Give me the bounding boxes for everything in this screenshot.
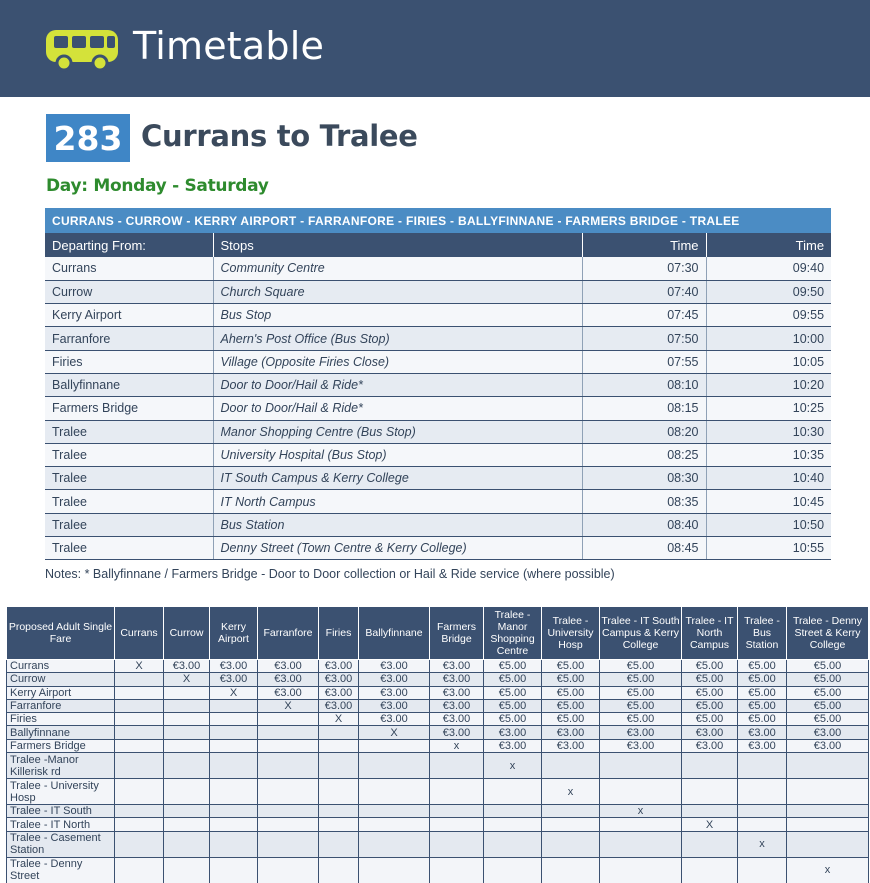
fare-cell: €5.00	[542, 673, 600, 686]
fare-cell: €3.00	[319, 660, 359, 673]
timetable-row	[45, 467, 831, 490]
fare-cell: €3.00	[682, 739, 738, 752]
fare-cell	[115, 726, 164, 739]
fare-row	[7, 739, 869, 752]
fare-cell	[115, 818, 164, 831]
fare-header-cell: Proposed Adult Single Fare	[7, 607, 115, 660]
fare-cell: €5.00	[600, 699, 682, 712]
fare-row	[7, 753, 869, 779]
fare-cell	[430, 753, 484, 779]
timetable-row	[45, 327, 831, 350]
fare-cell	[115, 779, 164, 805]
fare-cell	[359, 805, 430, 818]
fare-cell: x	[600, 805, 682, 818]
fare-cell	[164, 805, 210, 818]
time-1-cell: 07:55	[582, 350, 706, 373]
fare-cell: €5.00	[600, 713, 682, 726]
page-title: Timetable	[133, 24, 325, 68]
page-header	[0, 0, 870, 97]
fare-cell: x	[484, 753, 542, 779]
fare-cell: €3.00	[600, 739, 682, 752]
fare-cell: €3.00	[430, 660, 484, 673]
fare-cell: X	[682, 818, 738, 831]
fare-cell: €3.00	[682, 726, 738, 739]
departing-from-cell: Farranfore	[45, 327, 213, 350]
fare-row-label: Tralee - Denny Street	[7, 857, 115, 883]
fare-cell	[258, 779, 319, 805]
fare-cell: €5.00	[542, 713, 600, 726]
time-2-cell: 10:25	[706, 397, 831, 420]
fare-cell: €3.00	[319, 699, 359, 712]
timetable-row	[45, 373, 831, 396]
fare-cell	[258, 739, 319, 752]
fare-cell	[542, 818, 600, 831]
fare-cell	[210, 739, 258, 752]
time-2-cell: 09:55	[706, 304, 831, 327]
fare-row-label: Currans	[7, 660, 115, 673]
fare-cell	[430, 831, 484, 857]
fare-row-label: Currow	[7, 673, 115, 686]
departing-from-cell: Tralee	[45, 537, 213, 560]
fare-cell: €3.00	[359, 713, 430, 726]
fare-row-label: Tralee - University Hosp	[7, 779, 115, 805]
fare-cell: €5.00	[738, 699, 787, 712]
fare-cell	[210, 831, 258, 857]
fare-cell	[319, 779, 359, 805]
fare-cell: €3.00	[430, 713, 484, 726]
fare-header-cell: Tralee - IT North Campus	[682, 607, 738, 660]
timetable-row	[45, 350, 831, 373]
fare-row-label: Farmers Bridge	[7, 739, 115, 752]
fare-cell	[164, 753, 210, 779]
fare-cell: x	[738, 831, 787, 857]
fare-cell	[600, 857, 682, 883]
timetable-row	[45, 280, 831, 303]
timetable-row	[45, 490, 831, 513]
fare-row	[7, 673, 869, 686]
fare-cell: €3.00	[600, 726, 682, 739]
fare-cell: €3.00	[430, 686, 484, 699]
fare-cell	[115, 805, 164, 818]
time-2-cell: 10:20	[706, 373, 831, 396]
time-2-cell: 10:50	[706, 513, 831, 536]
fare-row	[7, 726, 869, 739]
fare-table	[6, 606, 869, 883]
fare-cell: €5.00	[682, 686, 738, 699]
time-2-cell: 10:35	[706, 443, 831, 466]
fare-cell: €3.00	[359, 686, 430, 699]
fare-cell	[164, 686, 210, 699]
fare-cell: €5.00	[484, 713, 542, 726]
fare-cell	[738, 818, 787, 831]
fare-cell	[787, 831, 869, 857]
fare-cell	[115, 686, 164, 699]
time-2-cell: 10:40	[706, 467, 831, 490]
header-departing-from: Departing From:	[45, 233, 213, 257]
fare-cell	[210, 779, 258, 805]
fare-cell: €5.00	[600, 660, 682, 673]
stop-cell: Community Centre	[213, 257, 582, 280]
time-1-cell: 07:50	[582, 327, 706, 350]
fare-cell: x	[430, 739, 484, 752]
fare-cell: €3.00	[430, 673, 484, 686]
fare-cell	[359, 753, 430, 779]
fare-cell	[359, 779, 430, 805]
fare-cell	[600, 831, 682, 857]
fare-cell	[738, 805, 787, 818]
stop-cell: University Hospital (Bus Stop)	[213, 443, 582, 466]
timetable	[45, 208, 831, 560]
fare-cell	[682, 805, 738, 818]
fare-cell	[258, 753, 319, 779]
fare-cell	[319, 857, 359, 883]
fare-cell	[115, 739, 164, 752]
fare-row-label: Farranfore	[7, 699, 115, 712]
fare-header-cell: Currans	[115, 607, 164, 660]
fare-cell: €3.00	[738, 739, 787, 752]
fare-header-cell: Tralee - University Hosp	[542, 607, 600, 660]
time-2-cell: 10:55	[706, 537, 831, 560]
fare-cell	[115, 831, 164, 857]
fare-cell	[484, 818, 542, 831]
fare-cell	[164, 739, 210, 752]
fare-cell	[682, 831, 738, 857]
fare-cell: €5.00	[738, 673, 787, 686]
departing-from-cell: Tralee	[45, 443, 213, 466]
fare-row-label: Ballyfinnane	[7, 726, 115, 739]
fare-cell	[319, 805, 359, 818]
fare-row-label: Tralee -Manor Killerisk rd	[7, 753, 115, 779]
fare-cell: €3.00	[542, 739, 600, 752]
fare-cell: €3.00	[210, 660, 258, 673]
departing-from-cell: Currow	[45, 280, 213, 303]
fare-row	[7, 818, 869, 831]
fare-row	[7, 686, 869, 699]
fare-row-label: Tralee - IT South	[7, 805, 115, 818]
fare-cell: €5.00	[738, 686, 787, 699]
fare-header-cell: Ballyfinnane	[359, 607, 430, 660]
time-1-cell: 08:25	[582, 443, 706, 466]
notes: Notes: * Ballyfinnane / Farmers Bridge - Door to Door collection or Hail & Ride service (where possible)	[45, 567, 615, 581]
fare-cell	[542, 831, 600, 857]
time-1-cell: 07:40	[582, 280, 706, 303]
fare-header-cell: Tralee - IT South Campus & Kerry College	[600, 607, 682, 660]
time-1-cell: 08:10	[582, 373, 706, 396]
fare-cell	[115, 673, 164, 686]
fare-cell	[600, 753, 682, 779]
time-2-cell: 09:40	[706, 257, 831, 280]
fare-cell	[164, 818, 210, 831]
fare-row	[7, 779, 869, 805]
fare-cell: €3.00	[787, 739, 869, 752]
fare-cell: €5.00	[484, 673, 542, 686]
route-line: CURRANS - CURROW - KERRY AIRPORT - FARRANFORE - FIRIES - BALLYFINNANE - FARMERS BRIDGE - TRALEE	[45, 208, 831, 233]
fare-row	[7, 713, 869, 726]
fare-row	[7, 699, 869, 712]
fare-cell	[542, 805, 600, 818]
fare-header-cell: Kerry Airport	[210, 607, 258, 660]
fare-cell: X	[359, 726, 430, 739]
fare-cell	[600, 818, 682, 831]
fare-row	[7, 857, 869, 883]
stop-cell: Church Square	[213, 280, 582, 303]
bus-icon	[44, 28, 120, 72]
stop-cell: IT North Campus	[213, 490, 582, 513]
service-days: Day: Monday - Saturday	[46, 176, 269, 196]
time-2-cell: 10:45	[706, 490, 831, 513]
fare-cell	[115, 713, 164, 726]
fare-cell	[258, 818, 319, 831]
fare-cell: X	[164, 673, 210, 686]
departing-from-cell: Firies	[45, 350, 213, 373]
fare-header-cell: Farmers Bridge	[430, 607, 484, 660]
departing-from-cell: Tralee	[45, 420, 213, 443]
fare-cell: €5.00	[682, 699, 738, 712]
departing-from-cell: Tralee	[45, 490, 213, 513]
fare-cell	[164, 726, 210, 739]
fare-cell	[787, 753, 869, 779]
fare-cell	[258, 831, 319, 857]
fare-cell	[164, 779, 210, 805]
fare-header-cell: Tralee - Bus Station	[738, 607, 787, 660]
fare-cell: €5.00	[542, 660, 600, 673]
stop-cell: Village (Opposite Firies Close)	[213, 350, 582, 373]
fare-cell: €5.00	[682, 673, 738, 686]
route-title: Currans to Tralee	[141, 119, 418, 153]
fare-cell: €5.00	[682, 660, 738, 673]
fare-cell: €5.00	[682, 713, 738, 726]
fare-cell	[319, 726, 359, 739]
fare-cell	[787, 779, 869, 805]
fare-cell: €5.00	[738, 660, 787, 673]
fare-cell: €5.00	[738, 713, 787, 726]
fare-cell	[319, 739, 359, 752]
fare-cell: €3.00	[430, 699, 484, 712]
fare-cell: €3.00	[319, 686, 359, 699]
fare-cell	[430, 805, 484, 818]
fare-cell	[542, 753, 600, 779]
stop-cell: Door to Door/Hail & Ride*	[213, 397, 582, 420]
fare-cell	[359, 831, 430, 857]
timetable-row	[45, 397, 831, 420]
stop-cell: Bus Stop	[213, 304, 582, 327]
fare-cell	[542, 857, 600, 883]
stop-cell: Ahern's Post Office (Bus Stop)	[213, 327, 582, 350]
fare-cell: x	[542, 779, 600, 805]
fare-cell: €3.00	[359, 660, 430, 673]
time-2-cell: 10:30	[706, 420, 831, 443]
fare-cell: €5.00	[787, 660, 869, 673]
fare-cell: €3.00	[359, 673, 430, 686]
fare-row-label: Tralee - IT North	[7, 818, 115, 831]
fare-cell	[210, 699, 258, 712]
departing-from-cell: Ballyfinnane	[45, 373, 213, 396]
fare-cell: €5.00	[787, 699, 869, 712]
timetable-row	[45, 420, 831, 443]
fare-cell: X	[319, 713, 359, 726]
departing-from-cell: Tralee	[45, 467, 213, 490]
fare-cell	[115, 857, 164, 883]
timetable-row	[45, 537, 831, 560]
fare-cell	[484, 831, 542, 857]
fare-cell	[164, 713, 210, 726]
time-1-cell: 08:15	[582, 397, 706, 420]
fare-cell	[787, 805, 869, 818]
fare-cell: €5.00	[484, 686, 542, 699]
fare-cell	[164, 699, 210, 712]
stop-cell: Denny Street (Town Centre & Kerry College)	[213, 537, 582, 560]
time-2-cell: 10:00	[706, 327, 831, 350]
time-1-cell: 08:45	[582, 537, 706, 560]
fare-cell: €3.00	[258, 660, 319, 673]
fare-cell	[787, 818, 869, 831]
stop-cell: Door to Door/Hail & Ride*	[213, 373, 582, 396]
fare-cell	[115, 699, 164, 712]
fare-cell: €3.00	[738, 726, 787, 739]
fare-cell	[430, 818, 484, 831]
fare-cell	[319, 831, 359, 857]
fare-header-cell: Tralee -Manor Shopping Centre	[484, 607, 542, 660]
time-1-cell: 08:40	[582, 513, 706, 536]
fare-cell: €3.00	[542, 726, 600, 739]
fare-row	[7, 660, 869, 673]
fare-cell: €5.00	[600, 673, 682, 686]
fare-cell	[210, 753, 258, 779]
fare-cell	[258, 726, 319, 739]
departing-from-cell: Kerry Airport	[45, 304, 213, 327]
route-number-badge: 283	[46, 114, 130, 162]
header-time-2: Time	[706, 233, 831, 257]
fare-row	[7, 805, 869, 818]
fare-cell: €3.00	[319, 673, 359, 686]
fare-cell	[258, 805, 319, 818]
fare-cell	[738, 857, 787, 883]
time-2-cell: 10:05	[706, 350, 831, 373]
fare-cell	[682, 779, 738, 805]
fare-cell	[738, 753, 787, 779]
fare-cell: €3.00	[484, 739, 542, 752]
fare-cell	[164, 831, 210, 857]
fare-cell	[430, 779, 484, 805]
fare-cell	[258, 857, 319, 883]
fare-cell	[682, 857, 738, 883]
time-1-cell: 08:30	[582, 467, 706, 490]
timetable-row	[45, 304, 831, 327]
fare-cell	[115, 753, 164, 779]
fare-cell	[210, 713, 258, 726]
fare-header-cell: Farranfore	[258, 607, 319, 660]
fare-cell	[738, 779, 787, 805]
fare-cell: €3.00	[787, 726, 869, 739]
fare-header-cell: Firies	[319, 607, 359, 660]
fare-cell: X	[115, 660, 164, 673]
fare-cell	[682, 753, 738, 779]
fare-row-label: Kerry Airport	[7, 686, 115, 699]
departing-from-cell: Farmers Bridge	[45, 397, 213, 420]
fare-cell: €5.00	[600, 686, 682, 699]
stop-cell: Bus Station	[213, 513, 582, 536]
fare-cell	[359, 818, 430, 831]
fare-cell	[210, 726, 258, 739]
header-stops: Stops	[213, 233, 582, 257]
fare-cell: X	[210, 686, 258, 699]
fare-cell: €5.00	[542, 699, 600, 712]
timetable-row	[45, 443, 831, 466]
fare-cell	[484, 857, 542, 883]
fare-cell: €5.00	[787, 713, 869, 726]
fare-cell: X	[258, 699, 319, 712]
fare-cell: €5.00	[787, 686, 869, 699]
fare-cell	[430, 857, 484, 883]
header-time-1: Time	[582, 233, 706, 257]
fare-cell	[359, 739, 430, 752]
fare-cell: €5.00	[484, 660, 542, 673]
fare-header-cell: Currow	[164, 607, 210, 660]
fare-cell: €3.00	[258, 673, 319, 686]
time-1-cell: 07:45	[582, 304, 706, 327]
time-1-cell: 08:20	[582, 420, 706, 443]
fare-cell: €5.00	[484, 699, 542, 712]
fare-cell	[210, 818, 258, 831]
fare-row-label: Tralee - Casement Station	[7, 831, 115, 857]
fare-header-cell: Tralee - Denny Street & Kerry College	[787, 607, 869, 660]
fare-cell	[258, 713, 319, 726]
fare-cell: x	[787, 857, 869, 883]
fare-cell	[484, 779, 542, 805]
fare-cell: €3.00	[359, 699, 430, 712]
fare-cell	[319, 818, 359, 831]
stop-cell: IT South Campus & Kerry College	[213, 467, 582, 490]
fare-cell: €3.00	[258, 686, 319, 699]
fare-cell	[484, 805, 542, 818]
fare-cell	[600, 779, 682, 805]
fare-cell: €3.00	[210, 673, 258, 686]
fare-row-label: Firies	[7, 713, 115, 726]
time-1-cell: 07:30	[582, 257, 706, 280]
fare-cell: €5.00	[542, 686, 600, 699]
fare-cell	[319, 753, 359, 779]
fare-cell: €3.00	[164, 660, 210, 673]
fare-cell: €5.00	[787, 673, 869, 686]
fare-cell	[210, 857, 258, 883]
fare-cell	[164, 857, 210, 883]
time-2-cell: 09:50	[706, 280, 831, 303]
departing-from-cell: Tralee	[45, 513, 213, 536]
timetable-row	[45, 257, 831, 280]
fare-row	[7, 831, 869, 857]
time-1-cell: 08:35	[582, 490, 706, 513]
timetable-row	[45, 513, 831, 536]
stop-cell: Manor Shopping Centre (Bus Stop)	[213, 420, 582, 443]
fare-cell	[210, 805, 258, 818]
departing-from-cell: Currans	[45, 257, 213, 280]
fare-cell	[359, 857, 430, 883]
fare-cell: €3.00	[484, 726, 542, 739]
fare-cell: €3.00	[430, 726, 484, 739]
